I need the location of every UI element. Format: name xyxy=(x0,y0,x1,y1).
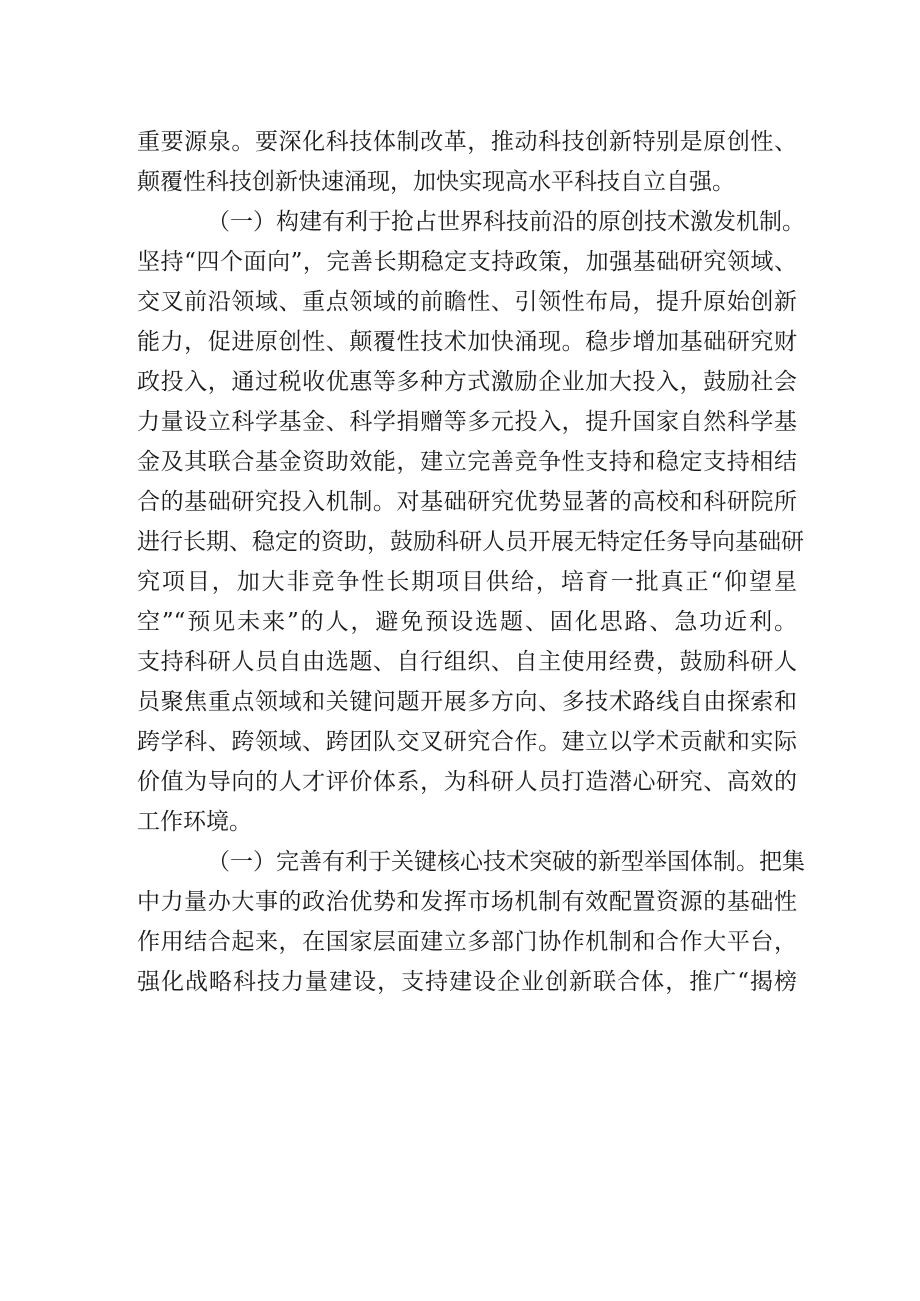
text-line: 重要源泉。要深化科技体制改革，推动科技创新特别是原创性、 xyxy=(137,129,797,155)
text-line: 能力，促进原创性、颠覆性技术加快涌现。稳步增加基础研究财 xyxy=(137,329,797,355)
text-line: 究项目，加大非竞争性长期项目供给，培育一批真正“仰望星 xyxy=(137,569,797,595)
section-heading-line: （一）完善有利于关键核心技术突破的新型举国体制。把集 xyxy=(207,849,805,875)
text-line: 支持科研人员自由选题、自行组织、自主使用经费，鼓励科研人 xyxy=(137,649,797,675)
text-line: 颠覆性科技创新快速涌现，加快实现高水平科技自立自强。 xyxy=(137,169,735,195)
text-line: 跨学科、跨领域、跨团队交叉研究合作。建立以学术贡献和实际 xyxy=(137,729,797,755)
text-line: 交叉前沿领域、重点领域的前瞻性、引领性布局，提升原始创新 xyxy=(137,289,797,315)
text-line: 力量设立科学基金、科学捐赠等多元投入，提升国家自然科学基 xyxy=(137,409,797,435)
text-line: 金及其联合基金资助效能，建立完善竞争性支持和稳定支持相结 xyxy=(137,449,797,475)
text-line: 政投入，通过税收优惠等多种方式激励企业加大投入，鼓励社会 xyxy=(137,369,797,395)
text-line: 工作环境。 xyxy=(137,809,252,835)
document-body xyxy=(137,122,805,1002)
text-line: 强化战略科技力量建设，支持建设企业创新联合体，推广“揭榜 xyxy=(137,969,797,995)
text-line: 价值为导向的人才评价体系，为科研人员打造潜心研究、高效的 xyxy=(137,769,797,795)
text-line: 作用结合起来，在国家层面建立多部门协作机制和合作大平台， xyxy=(137,929,797,955)
section-heading-line: （一）构建有利于抢占世界科技前沿的原创技术激发机制。 xyxy=(207,209,805,235)
text-line: 中力量办大事的政治优势和发挥市场机制有效配置资源的基础性 xyxy=(137,889,797,915)
text-line: 进行长期、稳定的资助，鼓励科研人员开展无特定任务导向基础研 xyxy=(137,529,804,555)
text-line: 员聚焦重点领域和关键问题开展多方向、多技术路线自由探索和 xyxy=(137,689,797,715)
text-line: 空”“预见未来”的人，避免预设选题、固化思路、急功近利。 xyxy=(137,609,797,635)
text-line: 合的基础研究投入机制。对基础研究优势显著的高校和科研院所 xyxy=(137,489,797,515)
text-line: 坚持“四个面向”，完善长期稳定支持政策，加强基础研究领域、 xyxy=(137,249,797,275)
